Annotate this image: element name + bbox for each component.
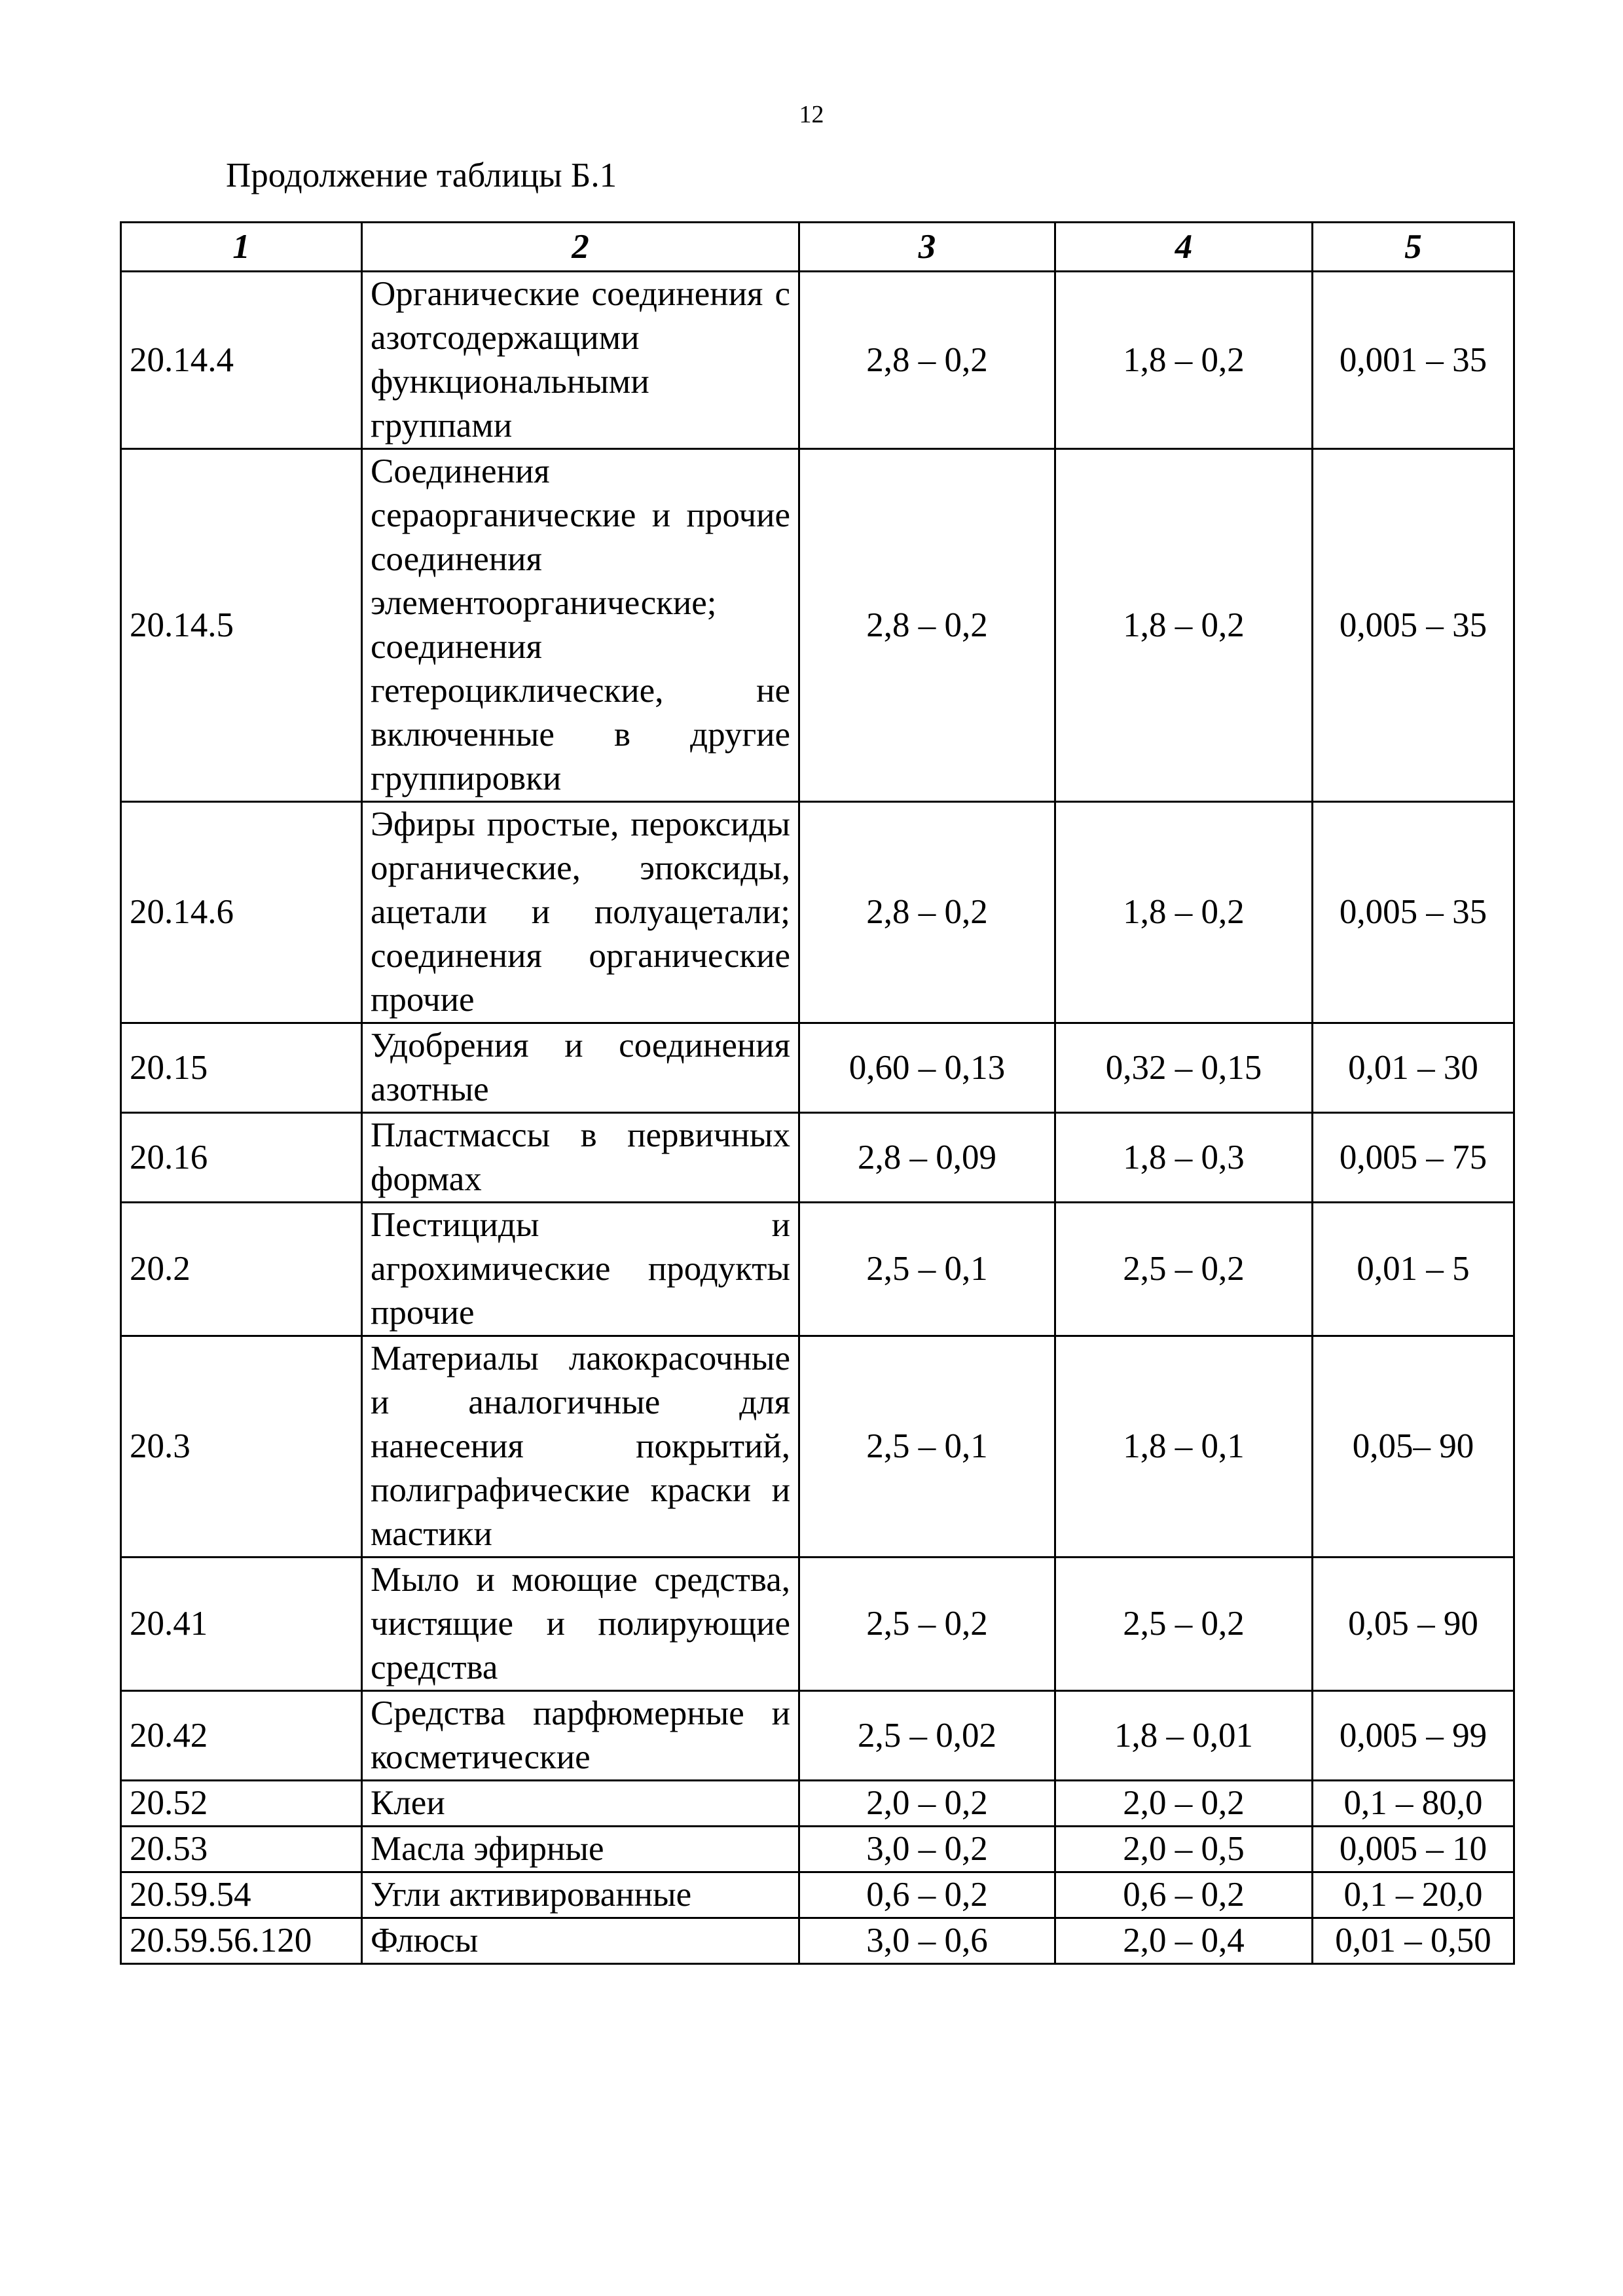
header-cell-2: 2 <box>362 223 799 272</box>
name-cell: Соединения сераорганические и прочие соединения элементоорганические; соединения гетероциклические, не включенные в другие группировки <box>362 449 799 802</box>
table-row <box>121 1203 1514 1336</box>
col5-cell: 0,05 – 90 <box>1313 1558 1514 1691</box>
table-row <box>121 1781 1514 1827</box>
col5-cell: 0,001 – 35 <box>1313 272 1514 449</box>
col4-cell: 1,8 – 0,01 <box>1055 1691 1313 1781</box>
col3-cell: 2,5 – 0,2 <box>799 1558 1055 1691</box>
name-cell: Средства парфюмерные и косметические <box>362 1691 799 1781</box>
col5-cell: 0,1 – 80,0 <box>1313 1781 1514 1827</box>
table-row <box>121 272 1514 449</box>
col3-cell: 2,8 – 0,2 <box>799 272 1055 449</box>
header-cell-3: 3 <box>799 223 1055 272</box>
col3-cell: 0,60 – 0,13 <box>799 1023 1055 1113</box>
code-cell: 20.53 <box>121 1827 362 1872</box>
name-cell: Материалы лакокрасочные и аналогичные для нанесения покрытий, полиграфические краски и мастики <box>362 1336 799 1558</box>
data-table <box>120 221 1515 1965</box>
col3-cell: 0,6 – 0,2 <box>799 1872 1055 1918</box>
col4-cell: 2,5 – 0,2 <box>1055 1558 1313 1691</box>
col5-cell: 0,005 – 75 <box>1313 1113 1514 1203</box>
col4-cell: 0,32 – 0,15 <box>1055 1023 1313 1113</box>
code-cell: 20.41 <box>121 1558 362 1691</box>
name-cell: Органические соединения с азотсодержащими функциональными группами <box>362 272 799 449</box>
col5-cell: 0,005 – 99 <box>1313 1691 1514 1781</box>
col3-cell: 2,0 – 0,2 <box>799 1781 1055 1827</box>
table-row <box>121 1918 1514 1964</box>
code-cell: 20.14.5 <box>121 449 362 802</box>
name-cell: Флюсы <box>362 1918 799 1964</box>
col4-cell: 2,0 – 0,5 <box>1055 1827 1313 1872</box>
col5-cell: 0,005 – 35 <box>1313 802 1514 1023</box>
code-cell: 20.3 <box>121 1336 362 1558</box>
header-cell-5: 5 <box>1313 223 1514 272</box>
name-cell: Эфиры простые, пероксиды органические, эпоксиды, ацетали и полуацетали; соединения органические прочие <box>362 802 799 1023</box>
col5-cell: 0,005 – 10 <box>1313 1827 1514 1872</box>
col4-cell: 1,8 – 0,1 <box>1055 1336 1313 1558</box>
name-cell: Удобрения и соединения азотные <box>362 1023 799 1113</box>
table-row <box>121 1113 1514 1203</box>
col3-cell: 3,0 – 0,6 <box>799 1918 1055 1964</box>
col4-cell: 2,0 – 0,2 <box>1055 1781 1313 1827</box>
col4-cell: 1,8 – 0,2 <box>1055 272 1313 449</box>
col3-cell: 2,5 – 0,02 <box>799 1691 1055 1781</box>
code-cell: 20.59.54 <box>121 1872 362 1918</box>
code-cell: 20.14.4 <box>121 272 362 449</box>
name-cell: Пестициды и агрохимические продукты прочие <box>362 1203 799 1336</box>
col5-cell: 0,01 – 30 <box>1313 1023 1514 1113</box>
code-cell: 20.15 <box>121 1023 362 1113</box>
col5-cell: 0,01 – 5 <box>1313 1203 1514 1336</box>
col3-cell: 2,5 – 0,1 <box>799 1336 1055 1558</box>
code-cell: 20.16 <box>121 1113 362 1203</box>
name-cell: Клеи <box>362 1781 799 1827</box>
col3-cell: 2,8 – 0,2 <box>799 449 1055 802</box>
col5-cell: 0,01 – 0,50 <box>1313 1918 1514 1964</box>
name-cell: Мыло и моющие средства, чистящие и полирующие средства <box>362 1558 799 1691</box>
col3-cell: 2,8 – 0,09 <box>799 1113 1055 1203</box>
table-row <box>121 1872 1514 1918</box>
col5-cell: 0,05– 90 <box>1313 1336 1514 1558</box>
table-row <box>121 1691 1514 1781</box>
col3-cell: 2,8 – 0,2 <box>799 802 1055 1023</box>
col4-cell: 1,8 – 0,2 <box>1055 449 1313 802</box>
col4-cell: 1,8 – 0,3 <box>1055 1113 1313 1203</box>
page-number: 12 <box>799 101 824 128</box>
name-cell: Масла эфирные <box>362 1827 799 1872</box>
table-row <box>121 802 1514 1023</box>
table-row <box>121 449 1514 802</box>
header-cell-4: 4 <box>1055 223 1313 272</box>
col4-cell: 2,5 – 0,2 <box>1055 1203 1313 1336</box>
code-cell: 20.52 <box>121 1781 362 1827</box>
table-row <box>121 1558 1514 1691</box>
name-cell: Пластмассы в первичных формах <box>362 1113 799 1203</box>
table-row <box>121 1023 1514 1113</box>
code-cell: 20.14.6 <box>121 802 362 1023</box>
code-cell: 20.59.56.120 <box>121 1918 362 1964</box>
col4-cell: 0,6 – 0,2 <box>1055 1872 1313 1918</box>
col3-cell: 2,5 – 0,1 <box>799 1203 1055 1336</box>
col4-cell: 2,0 – 0,4 <box>1055 1918 1313 1964</box>
header-row <box>121 223 1514 272</box>
name-cell: Угли активированные <box>362 1872 799 1918</box>
table-caption: Продолжение таблицы Б.1 <box>226 156 617 194</box>
col3-cell: 3,0 – 0,2 <box>799 1827 1055 1872</box>
table-row <box>121 1336 1514 1558</box>
col5-cell: 0,1 – 20,0 <box>1313 1872 1514 1918</box>
header-cell-1: 1 <box>121 223 362 272</box>
code-cell: 20.42 <box>121 1691 362 1781</box>
code-cell: 20.2 <box>121 1203 362 1336</box>
table-row <box>121 1827 1514 1872</box>
col5-cell: 0,005 – 35 <box>1313 449 1514 802</box>
col4-cell: 1,8 – 0,2 <box>1055 802 1313 1023</box>
